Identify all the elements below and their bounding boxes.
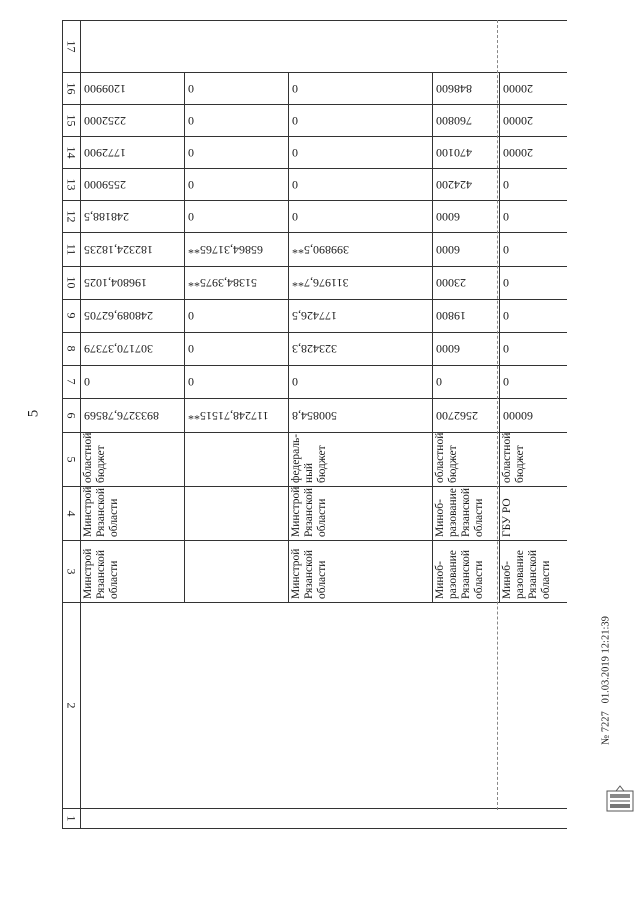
cell-text-line: Рязанской [460, 549, 472, 599]
value-cell: 311976,7** [292, 276, 349, 290]
value-cell: 0 [188, 209, 194, 224]
cell-text-line: области [540, 560, 552, 599]
value-cell: 399890,5** [292, 242, 349, 257]
cell-text-line: области [316, 560, 328, 599]
column-number: 8 [64, 345, 79, 352]
column-number: 2 [64, 702, 79, 708]
cell-text-line: разование [447, 488, 459, 537]
organization-cell [432, 486, 499, 540]
column-divider [62, 602, 567, 603]
value-cell: 0 [188, 375, 194, 389]
footer-stamp [598, 570, 614, 800]
column-number: 12 [64, 210, 79, 222]
value-cell: 6000 [436, 342, 460, 356]
cell-text-line: разование [447, 550, 459, 599]
cell-text-line: областной [82, 432, 94, 483]
value-cell: 0 [292, 113, 298, 128]
cell-text-line: Миноб- [434, 561, 446, 599]
column-number: 14 [64, 146, 79, 158]
cell-text-line: области [473, 560, 485, 599]
column-number: 1 [64, 815, 79, 821]
value-cell: 65864,31765** [188, 242, 263, 257]
cell-text-line: Рязанской [95, 549, 107, 599]
cell-text-line: Минстрой [82, 548, 94, 599]
value-cell: 177426,5 [292, 309, 337, 323]
registry-seal-icon [606, 785, 634, 813]
cell-text-line: Рязанской [95, 487, 107, 537]
cell-text-line: бюджет [95, 445, 107, 483]
fold-line [497, 20, 498, 810]
value-cell: 500854,8 [292, 408, 337, 423]
cell-text-line: Минстрой [82, 486, 94, 537]
value-cell: 0 [503, 242, 509, 257]
value-cell: 248188,5 [84, 209, 129, 224]
value-cell: 760800 [436, 113, 472, 128]
column-divider [62, 828, 567, 829]
organization-cell [288, 540, 432, 602]
cell-text-line: Рязанской [303, 487, 315, 537]
value-cell: 0 [503, 209, 509, 224]
cell-text-line: бюджет [447, 445, 459, 483]
value-cell: 0 [84, 375, 90, 389]
column-number: 6 [64, 412, 79, 418]
cell-text-line: областной [501, 432, 513, 483]
page-number: 5 [25, 409, 42, 418]
value-cell: 0 [188, 145, 194, 160]
value-cell: 0 [188, 113, 194, 128]
value-cell: 2559000 [84, 177, 126, 192]
value-cell: 0 [503, 309, 509, 323]
organization-cell [499, 486, 567, 540]
budget-source-cell [80, 432, 184, 486]
value-cell: 23000 [436, 276, 466, 290]
rotated-table [62, 20, 567, 828]
organization-cell [499, 540, 567, 602]
cell-text-line: областной [434, 432, 446, 483]
value-cell: 60000 [503, 408, 533, 423]
cell-text-line: Миноб- [434, 499, 446, 537]
cell-text-line: ГБУ РО [501, 498, 513, 537]
organization-cell [80, 486, 184, 540]
column-number: 9 [64, 312, 79, 319]
value-cell: 182324,18235 [84, 242, 153, 257]
organization-cell [432, 540, 499, 602]
document-number: № 7227 [600, 711, 612, 745]
cell-text-line: федераль- [290, 433, 302, 483]
value-cell: 0 [503, 177, 509, 192]
column-divider [62, 808, 567, 809]
budget-source-cell [432, 432, 499, 486]
column-number: 5 [64, 456, 79, 462]
organization-cell [288, 486, 432, 540]
value-cell: 307170,37379 [84, 342, 153, 356]
value-cell: 0 [292, 145, 298, 160]
column-number: 17 [64, 40, 79, 52]
budget-source-cell [288, 432, 432, 486]
value-cell: 6000 [436, 209, 460, 224]
value-cell: 20000 [503, 113, 533, 128]
column-divider [62, 20, 567, 21]
value-cell: 0 [188, 342, 194, 356]
value-cell: 424200 [436, 177, 472, 192]
value-cell: 19800 [436, 309, 466, 323]
cell-text-line: Рязанской [303, 549, 315, 599]
value-cell: 0 [503, 276, 509, 290]
column-number: 7 [64, 378, 79, 385]
value-cell: 1772900 [84, 145, 126, 160]
cell-text-line: области [316, 498, 328, 537]
value-cell: 0 [292, 177, 298, 192]
column-number: 4 [64, 510, 79, 516]
value-cell: 848600 [436, 81, 472, 96]
cell-text-line: разование [514, 550, 526, 599]
value-cell: 0 [503, 342, 509, 356]
value-cell: 0 [188, 309, 194, 323]
column-number: 13 [64, 178, 79, 190]
value-cell: 0 [503, 375, 509, 389]
cell-text-line: области [108, 560, 120, 599]
column-number: 15 [64, 114, 79, 126]
value-cell: 1209900 [84, 81, 126, 96]
value-cell: 470100 [436, 145, 472, 160]
cell-text-line: бюджет [514, 445, 526, 483]
cell-text-line: Минстрой [290, 548, 302, 599]
value-cell: 196804,1025 [84, 276, 147, 290]
cell-text-line: Минстрой [290, 486, 302, 537]
cell-text-line: бюджет [316, 445, 328, 483]
value-cell: 0 [188, 81, 194, 96]
value-cell: 0 [188, 177, 194, 192]
cell-text-line: Рязанской [527, 549, 539, 599]
cell-text-line: области [473, 498, 485, 537]
value-cell: 2562700 [436, 408, 478, 423]
timestamp: 01.03.2019 12:21:39 [600, 616, 612, 704]
value-cell: 117248,71515** [188, 408, 269, 423]
organization-cell [80, 540, 184, 602]
value-cell: 248089,62705 [84, 309, 153, 323]
column-number: 16 [64, 82, 79, 94]
value-cell: 20000 [503, 145, 533, 160]
value-cell: 20000 [503, 81, 533, 96]
value-cell: 0 [292, 209, 298, 224]
column-number: 10 [64, 276, 79, 289]
document-timestamp [601, 573, 612, 789]
value-cell: 0 [292, 375, 298, 389]
column-number: 11 [64, 243, 79, 255]
value-cell: 51384,3975** [188, 276, 257, 290]
value-cell: 6000 [436, 242, 460, 257]
cell-text-line: ный [303, 462, 315, 483]
cell-text-line: Рязанской [460, 487, 472, 537]
cell-text-line: Миноб- [501, 561, 513, 599]
column-number: 3 [64, 568, 79, 574]
value-cell: 0 [292, 81, 298, 96]
value-cell: 8933276,78569 [84, 408, 159, 423]
cell-text-line: области [108, 498, 120, 537]
value-cell: 323428,3 [292, 342, 337, 356]
value-cell: 2252000 [84, 113, 126, 128]
value-cell: 0 [436, 375, 442, 389]
budget-source-cell [499, 432, 567, 486]
